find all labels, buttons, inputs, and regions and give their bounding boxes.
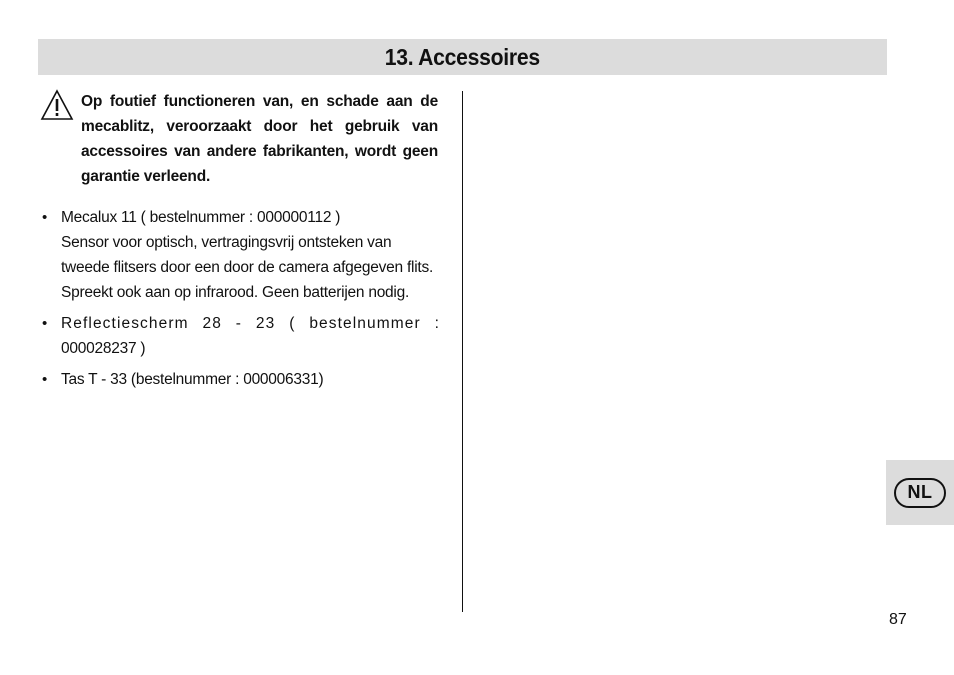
bullet-icon: • (42, 371, 48, 388)
accessory-name: Reflectiescherm 28 - 23 ( bestelnummer : (61, 315, 440, 332)
bullet-icon: • (42, 315, 48, 332)
accessories-list (40, 205, 440, 398)
language-tab (886, 460, 954, 525)
accessory-name: Mecalux 11 ( bestelnummer : 000000112 ) (61, 209, 341, 226)
warning-triangle-icon (40, 89, 74, 121)
column-divider (462, 91, 463, 612)
list-item (40, 205, 440, 305)
accessory-description: Sensor voor optisch, vertragingsvrij ontsteken van tweede flitsers door een door de camera afgegeven flits. Spreekt ook aan op infrarood. Geen batterijen nodig. (61, 234, 434, 301)
list-item (40, 367, 440, 392)
accessory-name: Tas T - 33 (bestelnummer : 000006331) (61, 371, 324, 388)
bullet-icon: • (42, 209, 48, 226)
language-badge: NL (894, 478, 946, 508)
page-title: 13. Accessoires (384, 43, 541, 70)
page-number: 87 (889, 611, 907, 628)
list-item (40, 311, 440, 361)
accessory-order-number: 000028237 ) (61, 340, 146, 357)
section-title-bar (38, 39, 887, 75)
warning-text: Op foutief functioneren van, en schade aan de mecablitz, veroorzaakt door het gebruik van accessoires van andere fabrikanten, wordt geen garantie verleend. (81, 93, 438, 185)
